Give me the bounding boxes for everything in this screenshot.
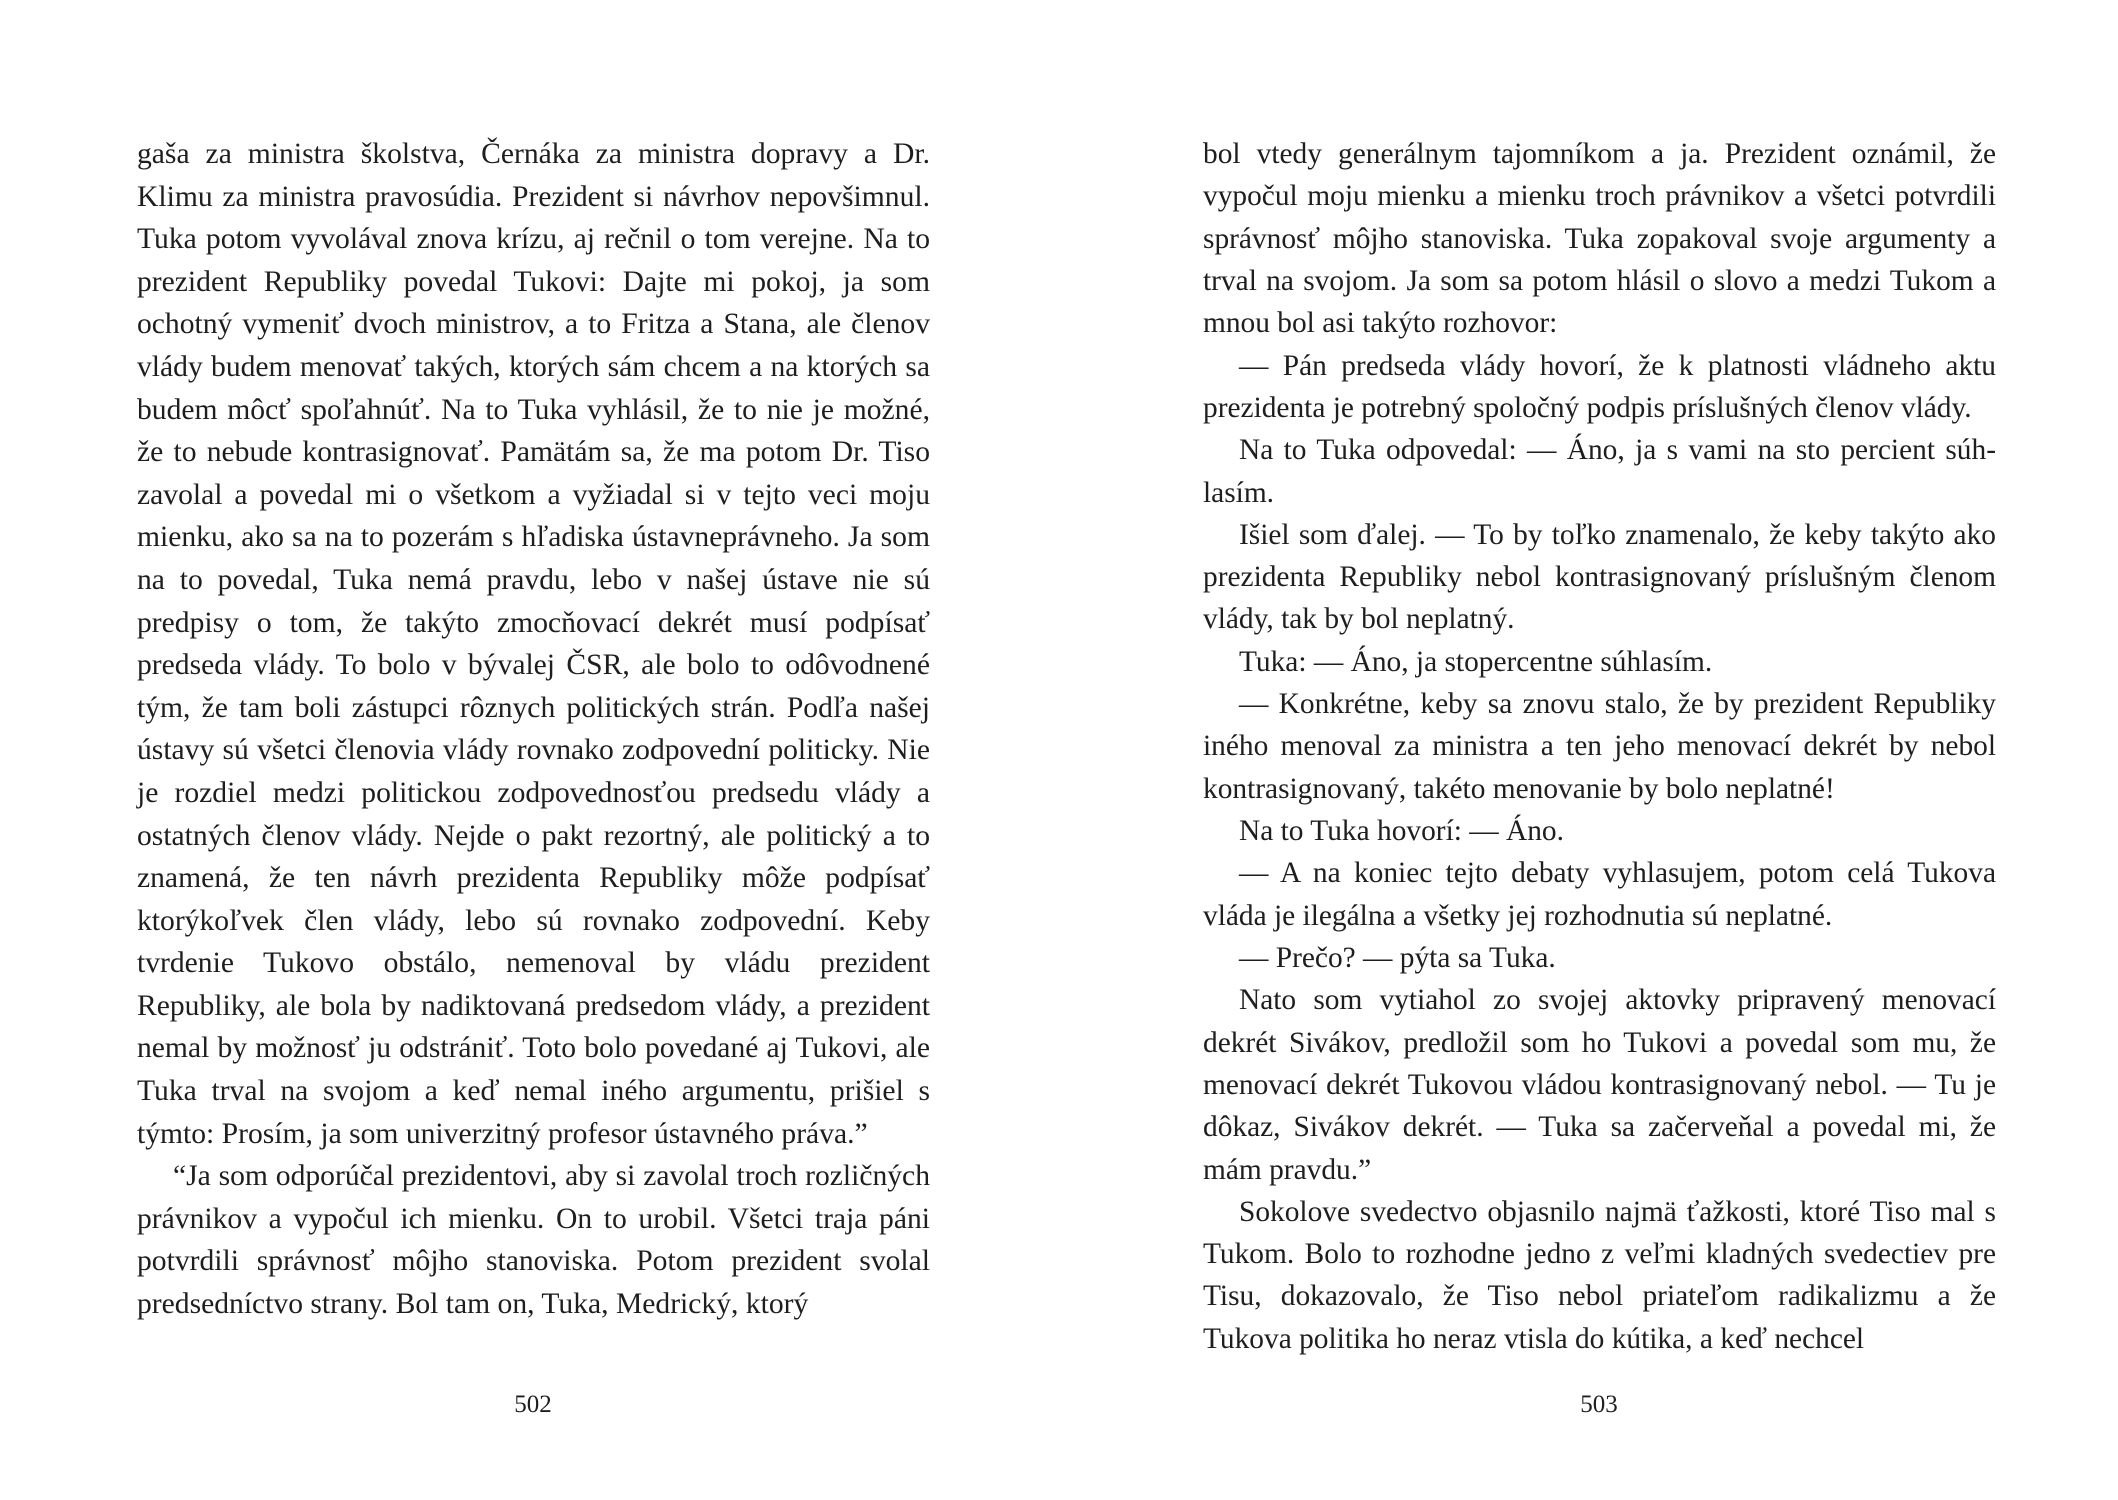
paragraph: — Prečo? — pýta sa Tuka. bbox=[1239, 941, 1556, 974]
paragraph: Na to Tuka odpovedal: — Áno, ja s vami na sto percient súhlasím. bbox=[1203, 434, 1996, 509]
paragraph: — A na koniec tejto debaty vyhlasujem, potom celá Tukova vláda je ilegálna a všetky jej rozhodnutia sú neplatné. bbox=[1203, 857, 1996, 932]
page-number: 503 bbox=[1580, 1391, 1618, 1418]
paragraph: — Pán predseda vlády hovorí, že k platnosti vládneho aktu prezidenta je potrebný spoločný podpis príslušných členov vlády. bbox=[1203, 349, 1996, 424]
right-page bbox=[1059, 0, 2118, 1500]
paragraph: Sokolove svedectvo objasnilo najmä ťažkosti, ktoré Tiso mal s Tukom. Bolo to rozhodne jedno z veľmi kladných svedectiev pre Tisu, dokazovalo, že Tiso nebol priateľom radikalizmu a že Tukova politika ho neraz vtisla do kútika, a keď nechcel bbox=[1203, 1195, 1996, 1355]
paragraph: gaša za ministra školstva, Černáka za ministra dopravy a Dr. Klimu za ministra pravosúdia. Prezident si návrhov nepovšimnul. Tuka potom vyvolával znova krízu, aj rečnil o tom verejne. Na to prezident Republiky povedal Tukovi: Dajte mi pokoj, ja som ochotný vymeniť dvoch ministrov, a to Fritza a Stana, ale členov vlády budem menovať takých, ktorých sám chcem a na ktorých sa budem môcť spoľahnúť. Na to Tuka vyhlásil, že to nie je možné, že to nebude kontrasignovať. Pamätám sa, že ma potom Dr. Tiso zavolal a povedal mi o všetkom a vyžiadal si v tejto veci moju mienku, ako sa na to pozerám s hľadiska ústavneprávneho. Ja som na to povedal, Tuka nemá pravdu, lebo v našej ústave nie sú predpisy o tom, že takýto zmocňovací dekrét musí podpísať predseda vlády. To bolo v bývalej ČSR, ale bolo to odôvodnené tým, že tam boli zástupci rôznych politických strán. Podľa našej ústavy sú všetci členovia vlády rovnako zodpovední politicky. Nie je rozdiel medzi politickou zodpovednosťou predsedu vlády a ostatných členov vlády. Nejde o pakt rezortný, ale politický a to znamená, že ten návrh prezidenta Republiky môže podpísať ktorýkoľvek člen vlády, lebo sú rovnako zodpovední. Keby tvrdenie Tukovo obstálo, nemenoval by vládu prezident Republiky, ale bola by nadiktovaná predsedom vlády, a prezident nemal by možnosť ju odstrániť. Toto bolo povedané aj Tukovi, ale Tuka trval na svojom a keď nemal iného argumentu, prišiel s týmto: Prosím, ja som univerzitný profesor ústavného práva.” bbox=[137, 138, 930, 1150]
paragraph: “Ja som odporúčal prezidentovi, aby si zavolal troch rozličných právnikov a vypočul ich mienku. On to urobil. Všetci traja páni potvrdili správnosť môjho stanoviska. Potom prezident svolal predsedníctvo strany. Bol tam on, Tuka, Medrický, ktorý bbox=[137, 1160, 930, 1321]
paragraph: Na to Tuka hovorí: — Áno. bbox=[1239, 815, 1564, 847]
left-page-text bbox=[137, 133, 930, 1326]
paragraph: Tuka: — Áno, ja stopercentne súhlasím. bbox=[1239, 645, 1713, 678]
paragraph: Nato som vytiahol zo svojej aktovky pripravený menovací dekrét Sivákov, predložil som ho Tukovi a povedal som mu, že menovací dekrét Tukovou vládou kontrasignovaný nebol. — Tu je dôkaz, Sivákov dekrét. — Tuka sa začerveňal a povedal mi, že mám pravdu.” bbox=[1203, 984, 1996, 1186]
page-number: 502 bbox=[514, 1391, 552, 1418]
right-page-text bbox=[1203, 133, 1996, 1360]
paragraph: bol vtedy generálnym tajomníkom a ja. Prezident oznámil, že vypočul moju mienku a mienku troch právnikov a všetci potvrdili správnosť môjho stanoviska. Tuka zopakoval svoje argumenty a trval na svojom. Ja som sa potom hlásil o slovo a medzi Tukom a mnou bol asi takýto rozhovor: bbox=[1203, 138, 1996, 340]
paragraph: Išiel som ďalej. — To by toľko znamenalo, že keby takýto ako prezidenta Republiky nebol kontrasignovaný príslušným členom vlády, tak by bol neplatný. bbox=[1203, 518, 1996, 636]
paragraph: — Konkrétne, keby sa znovu stalo, že by prezident Republiky iného menoval za ministra a ten jeho menovací dekrét by nebol kontrasignovaný, takéto menovanie by bolo neplatné! bbox=[1203, 688, 1996, 805]
